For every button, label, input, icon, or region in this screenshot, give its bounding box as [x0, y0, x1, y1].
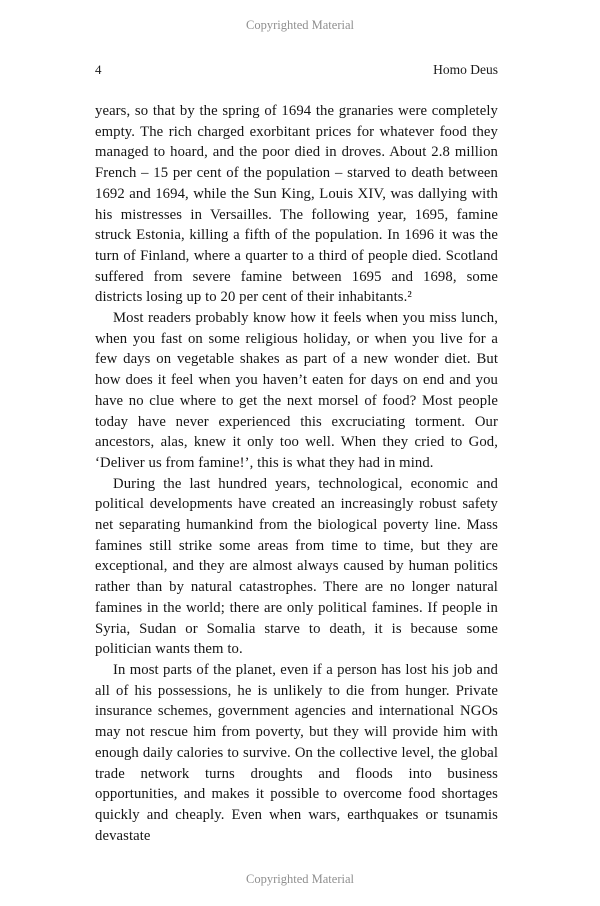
running-header — [95, 62, 498, 78]
page-number: 4 — [95, 62, 102, 77]
copyright-notice-bottom: Copyrighted Material — [246, 872, 354, 886]
copyright-notice-top: Copyrighted Material — [246, 18, 354, 32]
page-content — [95, 62, 498, 846]
paragraph-3: During the last hundred years, technological, economic and political developments have created an increasingly robust safety net separating humankind from the biological poverty line. Mass famines still strike some areas from time to time, but they are exceptional, and they are almost always caused by human politics rather than by natural catastrophes. There are no longer natural famines in the world; there are only political famines. If people in Syria, Sudan or Somalia starve to death, it is because some politician wants them to. — [95, 475, 498, 658]
paragraph-1: years, so that by the spring of 1694 the granaries were completely empty. The rich charged exorbitant prices for whatever food they managed to hoard, and the poor died in droves. About 2.8 million French – 15 per cent of the population – starved to death between 1692 and 1694, while the Sun King, Louis XIV, was dallying with his mistresses in Versailles. The following year, 1695, famine struck Estonia, killing a fifth of the population. In 1696 it was the turn of Finland, where a quarter to a third of people died. Scotland suffered from severe famine between 1695 and 1698, some districts losing up to 20 per cent of their inhabitants.² — [95, 103, 498, 306]
paragraph-4: In most parts of the planet, even if a person has lost his job and all of his possessions, he is unlikely to die from hunger. Private insurance schemes, government agencies and international NGOs may not rescue him from poverty, but they will provide him with enough daily calories to survive. On the collective level, the global trade network turns droughts and floods into business opportunities, and makes it possible to overcome food shortages quickly and cheaply. Even when wars, earthquakes or tsunamis devastate — [95, 661, 498, 844]
body-text — [95, 101, 498, 846]
paragraph-2: Most readers probably know how it feels when you miss lunch, when you fast on some religious holiday, or when you live for a few days on vegetable shakes as part of a new wonder diet. But how does it feel when you haven’t eaten for days on end and you have no clue where to get the next morsel of food? Most people today have never experienced this excruciating torment. Our ancestors, alas, knew it only too well. When they cried to God, ‘Deliver us from famine!’, this is what they had in mind. — [95, 310, 498, 471]
running-header-title: Homo Deus — [433, 62, 498, 77]
